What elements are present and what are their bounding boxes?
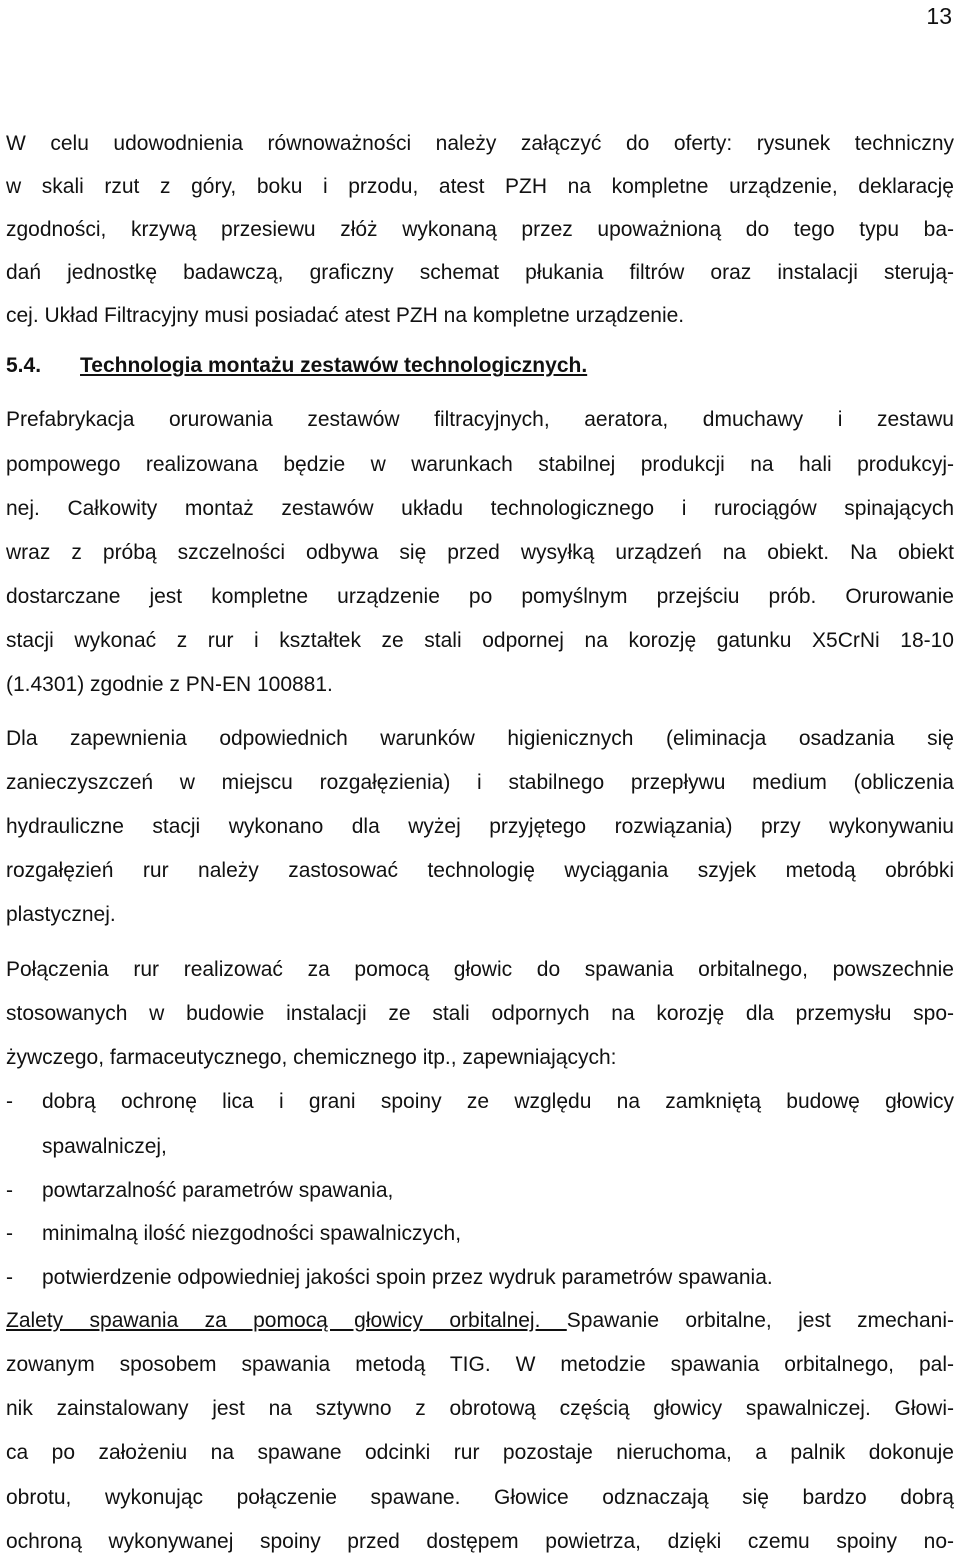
- paragraph-2-line-7: (1.4301) zgodnie z PN-EN 100881.: [6, 673, 333, 696]
- paragraph-5-first-line-rest: Spawanie orbitalne, jest zmechani-: [566, 1309, 954, 1332]
- bullet-1-line-2: spawalniczej,: [42, 1135, 167, 1158]
- paragraph-4-line-2: stosowanych w budowie instalacji ze stali odpornych na korozję dla przemysłu spo-: [6, 1002, 954, 1025]
- paragraph-2-line-4: wraz z próbą szczelności odbywa się przed wysyłką urządzeń na obiekt. Na obiekt: [6, 541, 954, 564]
- bullet-marker: -: [6, 1179, 13, 1202]
- section-heading: [6, 352, 954, 380]
- paragraph-1-line-4: dań jednostkę badawczą, graficzny schemat płukania filtrów oraz instalacji sterują-: [6, 261, 954, 284]
- paragraph-2-line-3: nej. Całkowity montaż zestawów układu technologicznego i rurociągów spinających: [6, 497, 954, 520]
- page-number: 13: [926, 3, 952, 29]
- paragraph-5-line-1: [6, 1307, 954, 1335]
- paragraph-5-line-6: ochroną wykonywanej spoiny przed dostępem powietrza, dzięki czemu spoiny no-: [6, 1530, 954, 1553]
- paragraph-3-line-2: zanieczyszczeń w miejscu rozgałęzienia) i stabilnego przepływu medium (obliczenia: [6, 771, 954, 794]
- paragraph-5-line-2: zowanym sposobem spawania metodą TIG. W metodzie spawania orbitalnego, pal-: [6, 1353, 954, 1376]
- paragraph-2-line-5: dostarczane jest kompletne urządzenie po pomyślnym przejściu prób. Orurowanie: [6, 585, 954, 608]
- paragraph-2-line-1: Prefabrykacja orurowania zestawów filtracyjnych, aeratora, dmuchawy i zestawu: [6, 408, 954, 431]
- paragraph-1-line-5: cej. Układ Filtracyjny musi posiadać atest PZH na kompletne urządzenie.: [6, 304, 685, 327]
- paragraph-2-line-6: stacji wykonać z rur i kształtek ze stali odpornej na korozję gatunku X5CrNi 18-10: [6, 629, 954, 652]
- bullet-2-line-1: powtarzalność parametrów spawania,: [42, 1179, 394, 1202]
- paragraph-4-line-3: żywczego, farmaceutycznego, chemicznego itp., zapewniających:: [6, 1046, 617, 1069]
- paragraph-5-line-5: obrotu, wykonując połączenie spawane. Głowice odznaczają się bardzo dobrą: [6, 1486, 954, 1509]
- paragraph-3-line-5: plastycznej.: [6, 903, 116, 926]
- bullet-4-line-1: potwierdzenie odpowiedniej jakości spoin przez wydruk parametrów spawania.: [42, 1266, 773, 1289]
- section-title: Technologia montażu zestawów technologicznych.: [80, 354, 588, 377]
- paragraph-3-line-4: rozgałęzień rur należy zastosować technologię wyciągania szyjek metodą obróbki: [6, 859, 954, 882]
- paragraph-3-line-3: hydrauliczne stacji wykonano dla wyżej przyjętego rozwiązania) przy wykonywaniu: [6, 815, 954, 838]
- paragraph-4-line-1: Połączenia rur realizować za pomocą głowic do spawania orbitalnego, powszechnie: [6, 958, 954, 981]
- paragraph-3-line-1: Dla zapewnienia odpowiednich warunków higienicznych (eliminacja osadzania się: [6, 727, 954, 750]
- paragraph-1-line-3: zgodności, krzywą przesiewu złóż wykonaną przez upoważnioną do tego typu ba-: [6, 218, 954, 241]
- bullet-marker: -: [6, 1222, 13, 1245]
- underlined-lead: Zalety spawania za pomocą głowicy orbitalnej.: [6, 1309, 567, 1332]
- paragraph-2-line-2: pompowego realizowana będzie w warunkach stabilnej produkcji na hali produkcyj-: [6, 453, 954, 476]
- bullet-1-line-1: dobrą ochronę lica i grani spoiny ze względu na zamkniętą budowę głowicy: [42, 1090, 954, 1113]
- section-number: 5.4.: [6, 354, 42, 377]
- paragraph-1-line-2: w skali rzut z góry, boku i przodu, atest PZH na kompletne urządzenie, deklarację: [6, 175, 954, 198]
- paragraph-5-line-4: ca po założeniu na spawane odcinki rur pozostaje nieruchoma, a palnik dokonuje: [6, 1441, 954, 1464]
- paragraph-1-line-1: W celu udowodnienia równoważności należy załączyć do oferty: rysunek techniczny: [6, 132, 954, 155]
- bullet-marker: -: [6, 1090, 13, 1113]
- bullet-marker: -: [6, 1266, 13, 1289]
- paragraph-5-line-3: nik zainstalowany jest na sztywno z obrotową częścią głowicy spawalniczej. Głowi-: [6, 1397, 954, 1420]
- bullet-3-line-1: minimalną ilość niezgodności spawalniczych,: [42, 1222, 462, 1245]
